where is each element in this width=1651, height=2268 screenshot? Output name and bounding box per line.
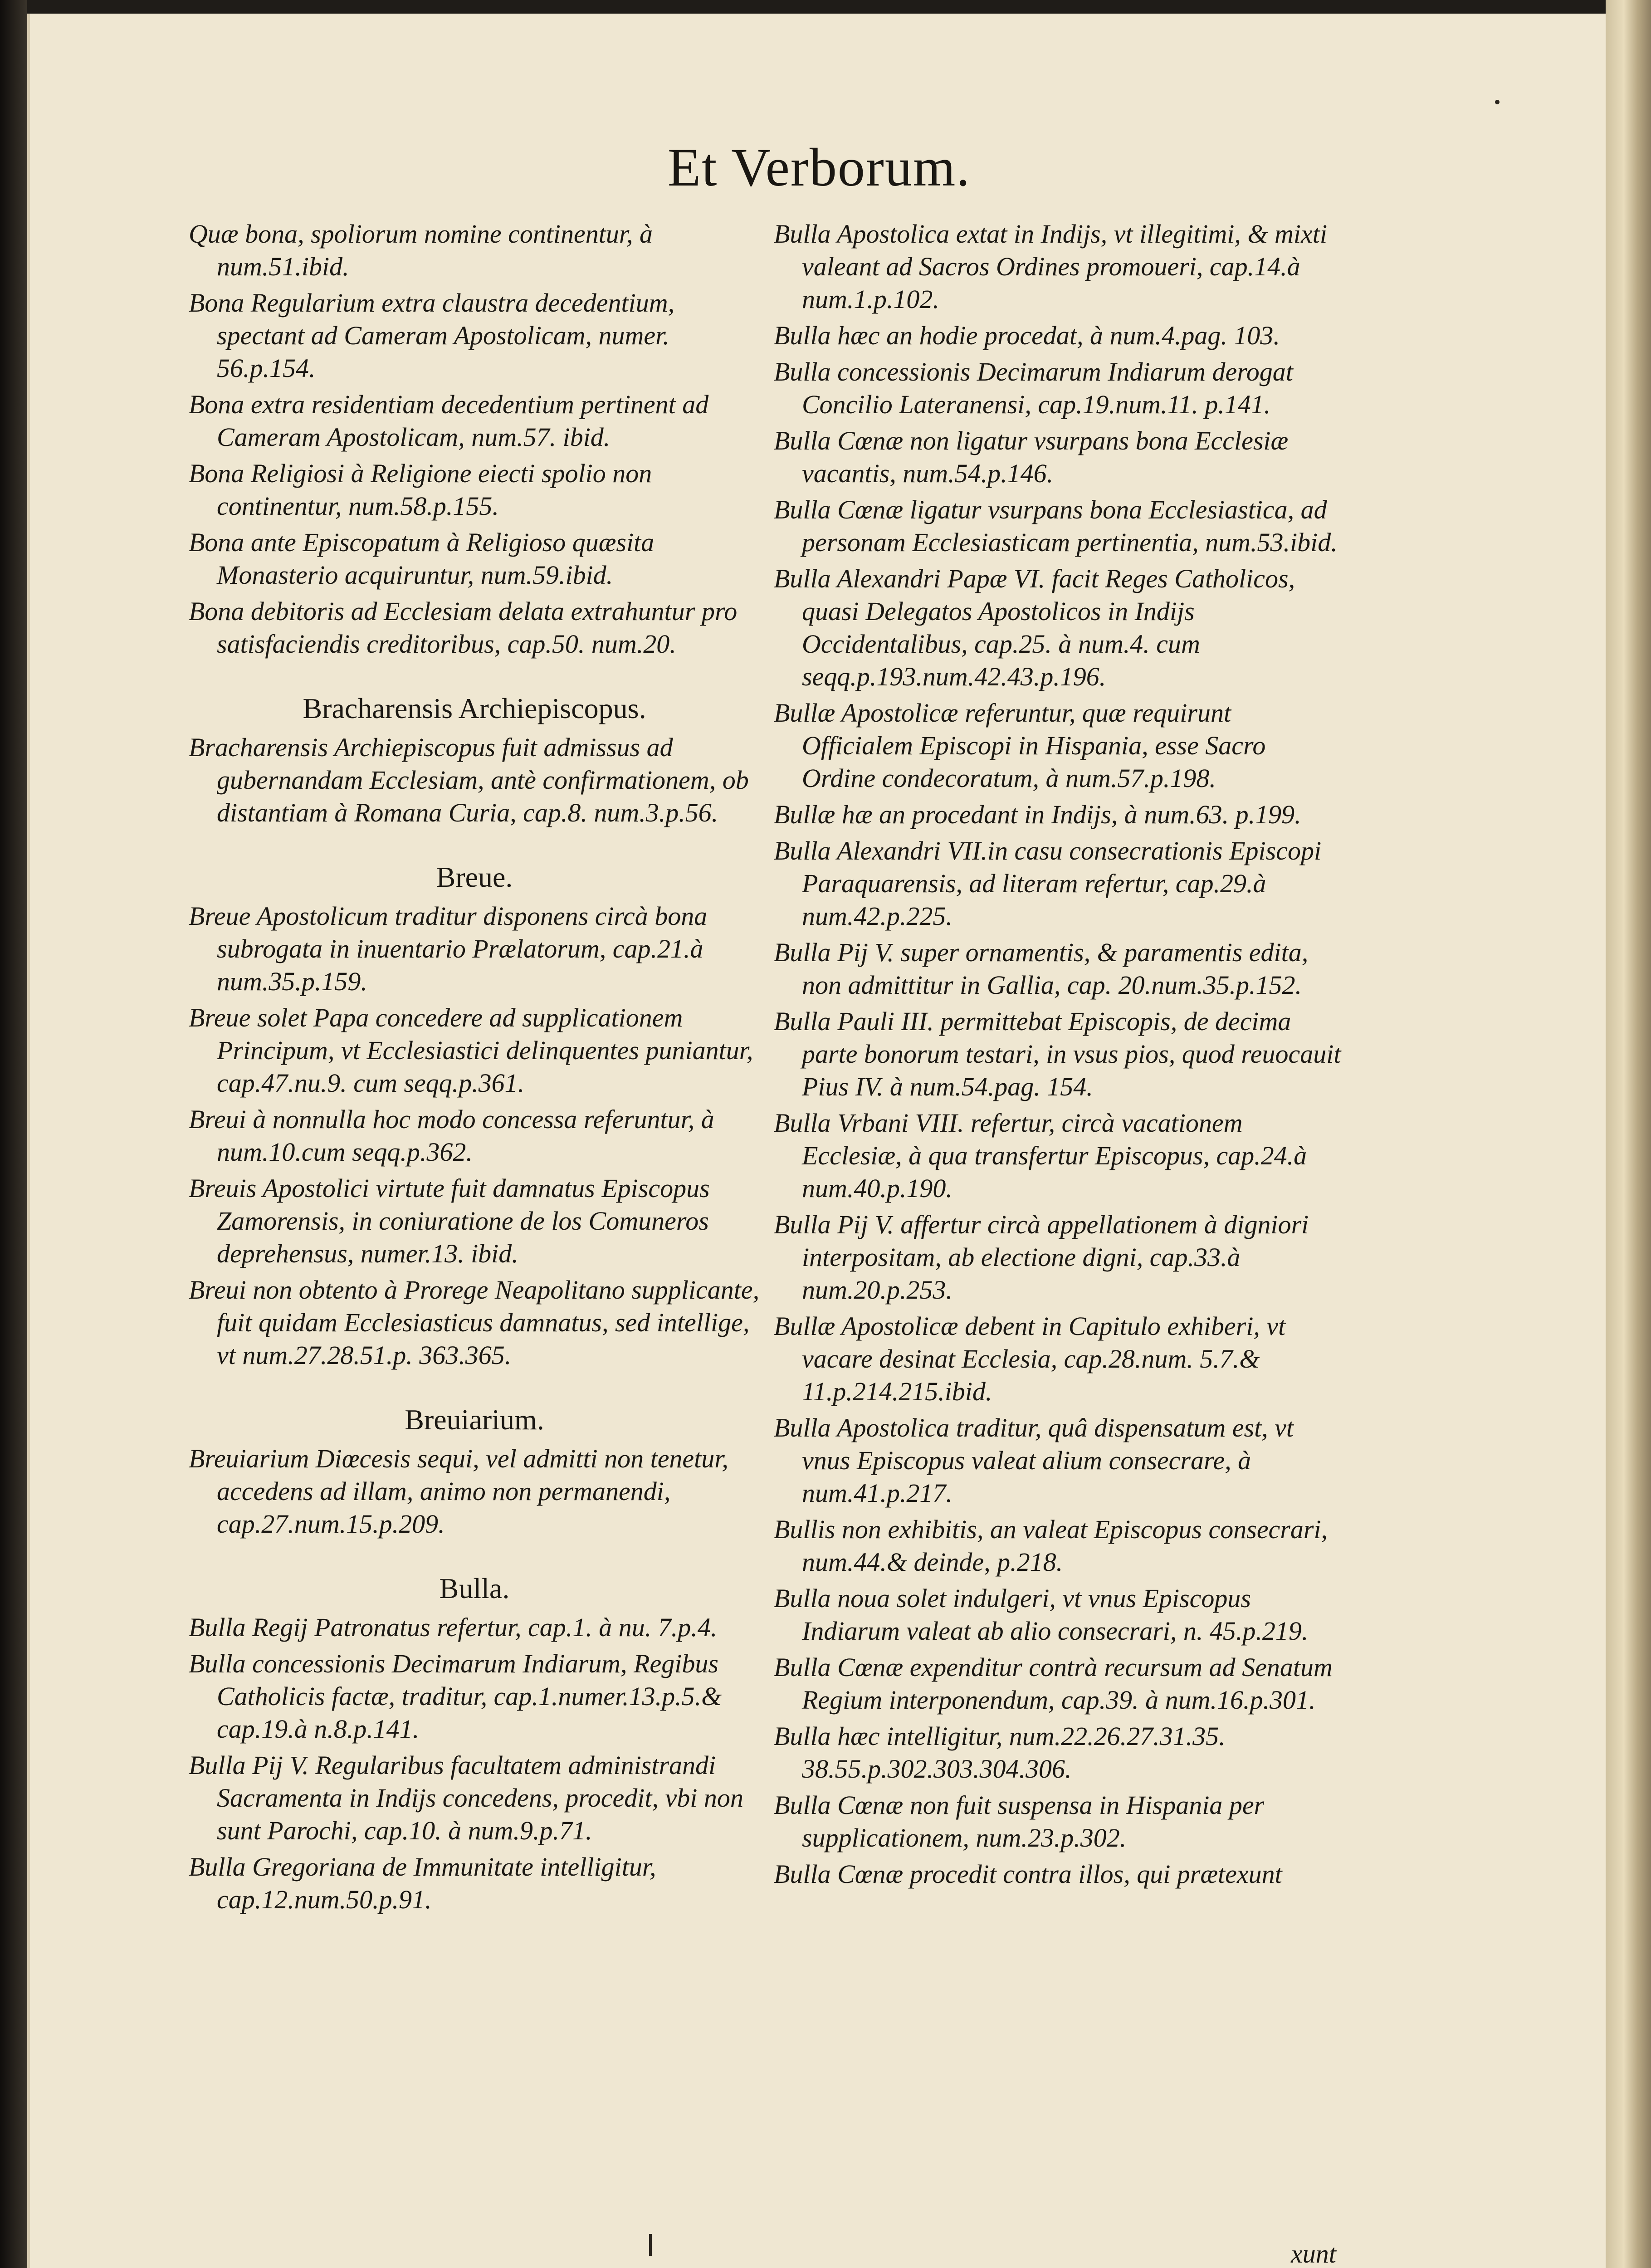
index-heading: Breue. <box>436 861 513 893</box>
book-gutter <box>0 0 27 2268</box>
index-entry: Bulla Cœnæ non ligatur vsurpans bona Ecclesiæ vacantis, num.54.p.146. <box>774 426 1289 488</box>
index-entry: Breuiarium Diœcesis sequi, vel admitti non tenetur, accedens ad illam, animo non permanendi, cap.27.num.15.p.209. <box>189 1444 728 1539</box>
index-entry: Bulla Alexandri VII.in casu consecrationis Episcopi Paraquarensis, ad literam refertur, cap.29.à num.42.p.225. <box>774 836 1322 931</box>
index-entry: Bulla hæc intelligitur, num.22.26.27.31.35. 38.55.p.302.303.304.306. <box>774 1721 1226 1784</box>
index-entry: Bona Regularium extra claustra decedentium, spectant ad Cameram Apostolicam, numer. 56.p.154. <box>189 288 675 383</box>
index-entry: Bulla Cœnæ expenditur contrà recursum ad Senatum Regium interponendum, cap.39. à num.16.p.301. <box>774 1652 1333 1715</box>
index-entry: Bulla concessionis Decimarum Indiarum, Regibus Catholicis factæ, traditur, cap.1.numer.13.p.5.& cap.19.à n.8.p.141. <box>189 1649 722 1744</box>
index-entry: Bona debitoris ad Ecclesiam delata extrahuntur pro satisfaciendis creditoribus, cap.50. num.20. <box>189 596 738 659</box>
index-entry: Breue solet Papa concedere ad supplicationem Principum, vt Ecclesiastici delinquentes puniantur, cap.47.nu.9. cum seqq.p.361. <box>189 1003 753 1098</box>
left-column <box>189 218 760 1920</box>
index-heading: Bulla. <box>439 1572 510 1604</box>
index-entry: Bulla Apostolica traditur, quâ dispensatum est, vt vnus Episcopus valeat alium consecrare, à num.41.p.217. <box>774 1413 1294 1508</box>
index-entry: Bona Religiosi à Religione eiecti spolio non continentur, num.58.p.155. <box>189 459 652 521</box>
index-entry: Bona ante Episcopatum à Religioso quæsita Monasterio acquiruntur, num.59.ibid. <box>189 528 655 590</box>
index-entry: Bulla Pij V. affertur circà appellationem à digniori interpositam, ab electione digni, cap.33.à num.20.p.253. <box>774 1210 1309 1305</box>
index-entry: Bulla hæc an hodie procedat, à num.4.pag. 103. <box>774 321 1280 350</box>
page-edge <box>1606 0 1651 2268</box>
index-entry: Bulla Apostolica extat in Indijs, vt illegitimi, & mixti valeant ad Sacros Ordines promoueri, cap.14.à num.1.p.102. <box>774 219 1328 314</box>
index-entry: Breuis Apostolici virtute fuit damnatus Episcopus Zamorensis, in coniuratione de los Comuneros deprehensus, numer.13. ibid. <box>189 1173 710 1268</box>
index-entry: Bulla Cœnæ non fuit suspensa in Hispania per supplicationem, num.23.p.302. <box>774 1790 1265 1853</box>
index-entry: Breue Apostolicum traditur disponens circà bona subrogata in inuentario Prælatorum, cap.21.à num.35.p.159. <box>189 901 708 996</box>
index-entry: Bulla Alexandri Papæ VI. facit Reges Catholicos, quasi Delegatos Apostolicos in Indijs Occidentalibus, cap.25. à num.4. cum seqq.p.193.num.42.43.p.196. <box>774 564 1295 691</box>
index-entry: Bona extra residentiam decedentium pertinent ad Cameram Apostolicam, num.57. ibid. <box>189 390 709 452</box>
index-entry: Bulla Cœnæ ligatur vsurpans bona Ecclesiastica, ad personam Ecclesiasticam pertinentia, num.53.ibid. <box>774 495 1338 557</box>
index-entry: Bracharensis Archiepiscopus fuit admissus ad gubernandam Ecclesiam, antè confirmationem, ob distantiam à Romana Curia, cap.8. num.3.p.56. <box>189 733 749 827</box>
index-entry: Bulla noua solet indulgeri, vt vnus Episcopus Indiarum valeat ab alio consecrari, n. 45.p.219. <box>774 1584 1309 1646</box>
index-entry: Breui à nonnulla hoc modo concessa referuntur, à num.10.cum seqq.p.362. <box>189 1105 714 1167</box>
printer-mark <box>649 2234 652 2256</box>
index-entry: Bulla Gregoriana de Immunitate intelligitur, cap.12.num.50.p.91. <box>189 1852 656 1914</box>
index-entry: Quæ bona, spoliorum nomine continentur, à num.51.ibid. <box>189 219 653 281</box>
index-entry: Breui non obtento à Prorege Neapolitano supplicante, fuit quidam Ecclesiasticus damnatus, sed intellige, vt num.27.28.51.p. 363.365. <box>189 1275 760 1370</box>
index-entry: Bullæ Apostolicæ debent in Capitulo exhiberi, vt vacare desinat Ecclesia, cap.28.num. 5.7.& 11.p.214.215.ibid. <box>774 1311 1286 1406</box>
index-entry: Bullæ Apostolicæ referuntur, quæ requirunt Officialem Episcopi in Hispania, esse Sacro Ordine condecoratum, à num.57.p.198. <box>774 698 1266 793</box>
book-page <box>27 14 1608 2268</box>
page-header: Et Verborum. <box>667 137 971 197</box>
index-heading: Bracharensis Archiepiscopus. <box>303 692 646 724</box>
index-entry: Bullæ hæ an procedant in Indijs, à num.63. p.199. <box>774 800 1301 829</box>
right-column <box>774 218 1345 1894</box>
index-entry: Bullis non exhibitis, an valeat Episcopus consecrari, num.44.& deinde, p.218. <box>774 1515 1328 1577</box>
index-entry: Bulla Vrbani VIII. refertur, circà vacationem Ecclesiæ, à qua transfertur Episcopus, cap.24.à num.40.p.190. <box>774 1108 1307 1203</box>
catchword: xunt <box>1291 2239 1336 2268</box>
index-entry: Bulla Pij V. Regularibus facultatem administrandi Sacramenta in Indijs concedens, procedit, vbi non sunt Parochi, cap.10. à num.9.p.71. <box>189 1750 743 1845</box>
index-heading: Breuiarium. <box>405 1403 544 1436</box>
index-entry: Bulla concessionis Decimarum Indiarum derogat Concilio Lateranensi, cap.19.num.11. p.141. <box>774 357 1293 419</box>
ink-speck <box>1495 100 1500 104</box>
index-entry: Bulla Cœnæ procedit contra illos, qui prætexunt <box>774 1859 1282 1889</box>
index-entry: Bulla Pauli III. permittebat Episcopis, de decima parte bonorum testari, in vsus pios, quod reuocauit Pius IV. à num.54.pag. 154. <box>774 1007 1341 1101</box>
index-entry: Bulla Pij V. super ornamentis, & paramentis edita, non admittitur in Gallia, cap. 20.num.35.p.152. <box>774 938 1309 1000</box>
index-entry: Bulla Regij Patronatus refertur, cap.1. à nu. 7.p.4. <box>189 1613 718 1642</box>
